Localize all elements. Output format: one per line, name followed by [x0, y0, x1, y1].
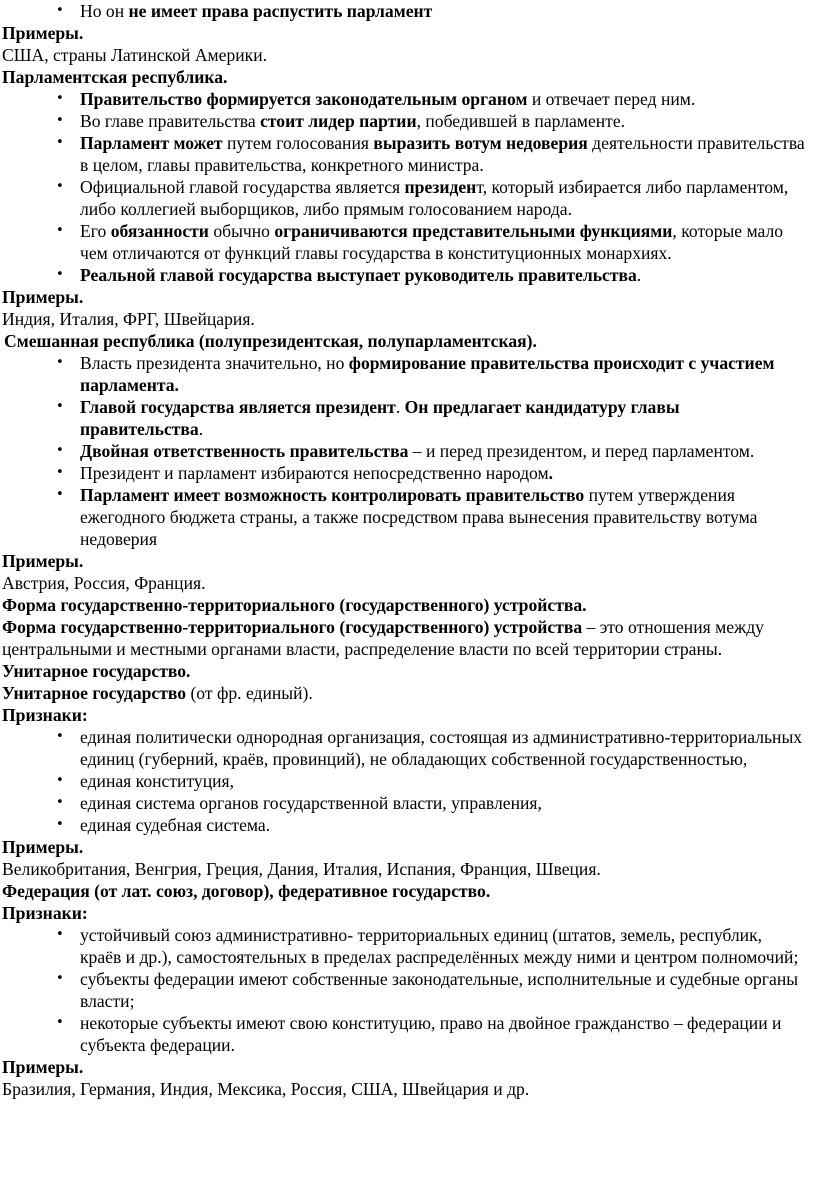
bold-text: не имеет права распустить парламент [128, 1, 433, 21]
text-run: деятельности правительства в целом, главы правительства, конкретного министра. [80, 133, 805, 175]
bold-text: Смешанная республика (полупрезидентская, полупарламентская). [4, 331, 537, 351]
section-heading [2, 880, 812, 902]
list-item [0, 440, 812, 462]
section-heading [2, 66, 812, 88]
bold-text: Реальной главой государства выступает руководитель правительства [80, 265, 637, 285]
bold-text: Признаки: [2, 705, 88, 725]
examples-heading [2, 286, 812, 308]
list-item [0, 968, 812, 1012]
bold-text: Примеры. [2, 551, 84, 571]
bold-text: обязанности [110, 221, 209, 241]
paragraph [2, 858, 812, 880]
text-run: некоторые субъекты имеют свою конституцию, право на двойное гражданство – федерации и субъекта федерации. [80, 1013, 782, 1055]
bullet-list [0, 0, 812, 22]
paragraph [2, 44, 812, 66]
list-item [0, 396, 812, 440]
list-item [0, 462, 812, 484]
text-run: Во главе правительства [80, 111, 261, 131]
bullet-list [0, 88, 812, 286]
text-run: Бразилия, Германия, Индия, Мексика, Россия, США, Швейцария и др. [2, 1079, 530, 1099]
bold-text: формирование правительства происходит с участием парламента. [80, 353, 775, 395]
text-run: США, страны Латинской Америки. [2, 45, 268, 65]
bold-text: стоит лидер партии [260, 111, 417, 131]
bold-text: Примеры. [2, 287, 84, 307]
bold-text: Он предлагает кандидатуру главы правительства [80, 397, 680, 439]
bold-text: президен [404, 177, 477, 197]
section-heading [4, 330, 812, 352]
text-run: (от фр. единый). [186, 683, 313, 703]
list-item [0, 220, 812, 264]
text-run: устойчивый союз административно- территориальных единиц (штатов, земель, республик, краёв и др.), самостоятельных в пределах распределённых между ними и центром полномочий; [80, 925, 799, 967]
list-item [0, 484, 812, 550]
bold-text: Парламент может [80, 133, 223, 153]
features-heading [2, 902, 812, 924]
bold-text: Форма государственно-территориального (государственного) устройства. [2, 595, 587, 615]
text-run: . [636, 265, 642, 285]
list-item [0, 88, 812, 110]
text-run: путем голосования [222, 133, 374, 153]
text-run: Австрия, Россия, Франция. [2, 573, 206, 593]
list-item [0, 0, 812, 22]
list-item [0, 264, 812, 286]
text-run: Великобритания, Венгрия, Греция, Дания, Италия, Испания, Франция, Швеция. [2, 859, 601, 879]
text-run: единая система органов государственной власти, управления, [80, 793, 542, 813]
text-run: . [198, 419, 204, 439]
bullet-list [0, 924, 812, 1056]
bold-text: Унитарное государство. [2, 661, 191, 681]
list-item [0, 1012, 812, 1056]
list-item [0, 110, 812, 132]
text-run: , победившей в парламенте. [416, 111, 626, 131]
text-run: и отвечает перед ним. [527, 89, 696, 109]
list-item [0, 770, 812, 792]
text-run: обычно [208, 221, 275, 241]
paragraph [2, 308, 812, 330]
text-run: – это отношения между центральными и местными органами власти, распределение власти по всей территории страны. [2, 617, 764, 659]
paragraph [2, 616, 812, 660]
list-item [0, 132, 812, 176]
bold-text: ограничиваются представительными функциями [274, 221, 673, 241]
examples-heading [2, 836, 812, 858]
features-heading [2, 704, 812, 726]
text-run: Официальной главой государства является [80, 177, 405, 197]
paragraph [2, 682, 812, 704]
text-run: единая конституция, [80, 771, 235, 791]
list-item [0, 792, 812, 814]
examples-heading [2, 1056, 812, 1078]
examples-heading [2, 22, 812, 44]
text-run: т, который избирается либо парламентом, либо коллегией выборщиков, либо прямым голосованием народа. [80, 177, 789, 219]
examples-heading [2, 550, 812, 572]
text-run: Власть президента значительно, но [80, 353, 349, 373]
text-run: Но он [80, 1, 129, 21]
bold-text: Форма государственно-территориального (государственного) устройства [2, 617, 583, 637]
bold-text: . [548, 463, 554, 483]
text-run: путем утверждения ежегодного бюджета страны, а также посредством права вынесения правительству вотума недоверия [80, 485, 758, 549]
bold-text: Парламент имеет возможность контролировать правительство [80, 485, 585, 505]
list-item [0, 176, 812, 220]
bold-text: Федерация (от лат. союз, договор), федеративное государство. [2, 881, 491, 901]
list-item [0, 726, 812, 770]
list-item [0, 924, 812, 968]
bold-text: Примеры. [2, 1057, 84, 1077]
text-run: единая политически однородная организация, состоящая из административно-территориальных единиц (губерний, краёв, провинций), не обладающих собственной государственностью, [80, 727, 803, 769]
bold-text: Правительство формируется законодательным органом [80, 89, 528, 109]
bold-text: выразить вотум недоверия [373, 133, 588, 153]
bullet-list [0, 726, 812, 836]
bold-text: Примеры. [2, 23, 84, 43]
text-run: Президент и парламент избираются непосредственно народом [80, 463, 549, 483]
list-item [0, 352, 812, 396]
paragraph [2, 1078, 812, 1100]
text-run: субъекты федерации имеют собственные законодательные, исполнительные и судебные органы власти; [80, 969, 799, 1011]
bold-text: Признаки: [2, 903, 88, 923]
text-run: . [395, 397, 405, 417]
text-run: – и перед президентом, и перед парламентом. [408, 441, 755, 461]
section-heading [2, 660, 812, 682]
bold-text: Унитарное государство [2, 683, 187, 703]
bold-text: Главой государства является президент [80, 397, 396, 417]
bold-text: Двойная ответственность правительства [80, 441, 409, 461]
bullet-list [0, 352, 812, 550]
bold-text: Примеры. [2, 837, 84, 857]
text-run: единая судебная система. [80, 815, 271, 835]
paragraph [2, 572, 812, 594]
section-heading [2, 594, 812, 616]
list-item [0, 814, 812, 836]
text-run: Индия, Италия, ФРГ, Швейцария. [2, 309, 255, 329]
bold-text: Парламентская республика. [2, 67, 228, 87]
text-run: , которые мало чем отличаются от функций главы государства в конституционных монархиях. [80, 221, 784, 263]
text-run: Его [80, 221, 111, 241]
